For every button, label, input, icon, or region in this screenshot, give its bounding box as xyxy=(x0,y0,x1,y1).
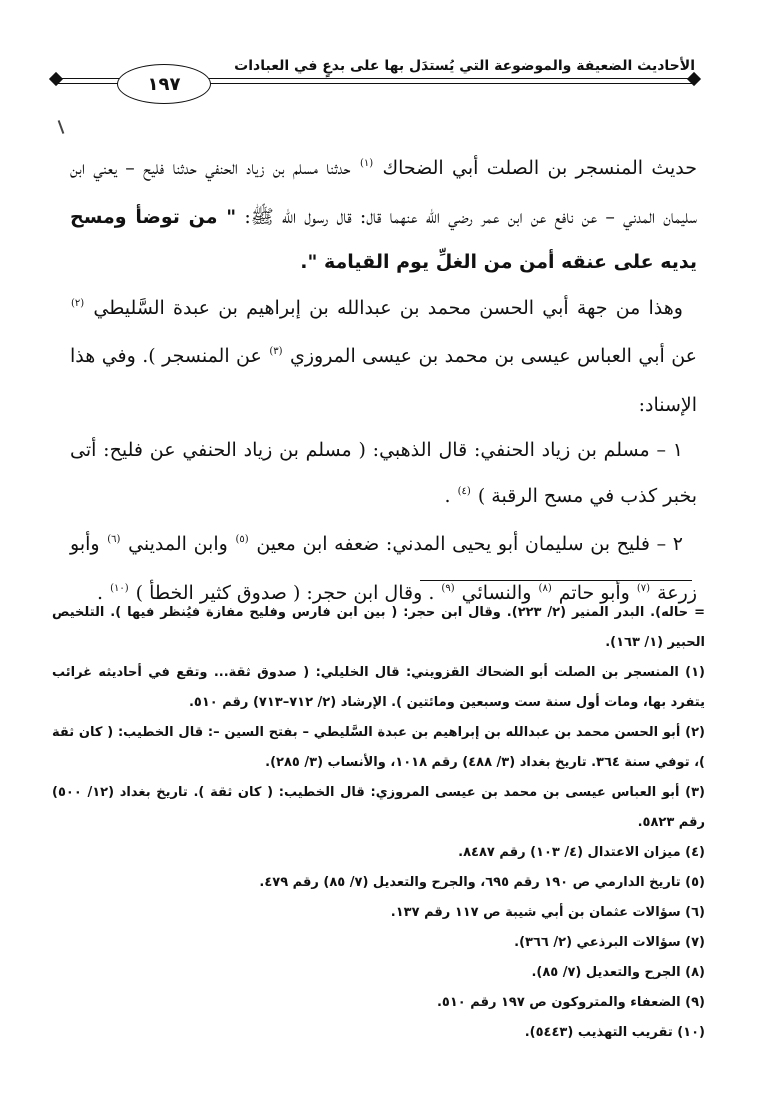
footnote-5: (٥) تاريخ الدارمي ص ١٩٠ رقم ٦٩٥، والجرح والتعديل (٧/ ٨٥) رقم ٤٧٩. xyxy=(259,875,705,890)
page-number-badge xyxy=(117,64,211,104)
p2-text-b: عن أبي العباس عيسى بن محمد بن عيسى المروزي xyxy=(289,345,698,367)
scan-mark xyxy=(58,120,65,134)
p3-text-a: ١ – مسلم بن زياد الحنفي: قال الذهبي: ( مسلم بن زياد الحنفي عن فليح: أتى بخبر كذب في مسح الرقبة ) xyxy=(70,439,697,507)
running-title: الأحاديث الضعيفة والموضوعة التي يُستدَل بها على بدعٍ في العبادات xyxy=(234,58,695,74)
paragraph-1 xyxy=(70,146,697,286)
paragraph-2 xyxy=(70,286,697,429)
footnote-text: حاله). البدر المنير (٢/ ٢٢٣). وقال ابن حجر: ( بين ابن فارس وفليح مفازة فيُنظر فيها ). التلخيص الحبير (١/ ١٦٣). xyxy=(52,605,705,650)
footnote-separator xyxy=(420,580,692,581)
p4-text-e: والنسائي xyxy=(461,581,532,604)
footnote-ref-3: (٣) xyxy=(269,346,283,357)
footnote-9: (٩) الضعفاء والمتروكون ص ١٩٧ رقم ٥١٠. xyxy=(436,995,705,1010)
footnote-3: (٣) أبو العباس عيسى بن محمد بن عيسى المروزي: قال الخطيب: ( كان ثقة ). تاريخ بغداد (١٢/ ٥٠٠) رقم ٥٨٢٣. xyxy=(52,785,705,830)
footnote-7: (٧) سؤالات البرذعي (٢/ ٣٦٦). xyxy=(514,935,705,950)
footnote-ref-6: (٦) xyxy=(107,534,121,545)
p1-text-a: حديث المنسجر بن الصلت أبي الضحاك xyxy=(382,157,698,179)
page-header xyxy=(55,40,695,110)
footnote-ref-9: (٩) xyxy=(441,582,455,594)
footnote-4: (٤) ميزان الاعتدال (٤/ ١٠٣) رقم ٨٤٨٧. xyxy=(458,845,705,860)
footnote-6: (٦) سؤالات عثمان بن أبي شيبة ص ١١٧ رقم ١٣٧. xyxy=(390,905,705,920)
p4-text-c: وأبو زرعة xyxy=(70,533,697,604)
footnote-ref-8: (٨) xyxy=(538,582,552,594)
p4-text-a: ٢ – فليح بن سليمان أبو يحيى المدني: ضعفه ابن معين xyxy=(256,533,684,555)
main-text xyxy=(70,146,697,619)
continuation-mark: = xyxy=(694,605,705,620)
p2-text-a: وهذا من جهة أبي الحسن محمد بن عبدالله بن إبراهيم بن عبدة السَّليطي xyxy=(93,296,683,319)
p3-text-b: . xyxy=(444,484,451,507)
footnote-continuation xyxy=(52,598,705,658)
footnote-8: (٨) الجرح والتعديل (٧/ ٨٥). xyxy=(531,965,705,980)
footnote-ref-2: (٢) xyxy=(71,297,85,309)
footnotes xyxy=(52,598,705,1048)
p2-text-c: عن المنسجر ). وفي هذا الإسناد: xyxy=(70,345,697,416)
p1-text-b: حدثنا مسلم بن زياد الحنفي حدثنا فليح – يعني ابن سليمان المدني – عن نافع عن ابن عمر رضي الله عنهما قال: قال رسول الله ﷺ: xyxy=(70,157,697,228)
footnote-ref-7: (٧) xyxy=(636,582,651,594)
footnote-ref-5: (٥) xyxy=(235,534,249,545)
footnote-ref-1: (١) xyxy=(359,158,374,169)
p4-text-d: وأبو حاتم xyxy=(558,581,630,604)
page-number: ١٩٧ xyxy=(147,73,181,95)
p4-text-b: وابن المديني xyxy=(128,533,228,555)
footnote-ref-10: (١٠) xyxy=(110,582,129,594)
footnote-2: (٢) أبو الحسن محمد بن عبدالله بن إبراهيم بن عبدة السَّليطي – بفتح السين –: قال الخطيب: ( كان ثقة )، توفي سنة ٣٦٤. تاريخ بغداد (٣/ ٤٨٨) رقم ١٠١٨، والأنساب (٣/ ٢٨٥). xyxy=(52,725,705,770)
paragraph-3 xyxy=(70,428,697,522)
p4-text-f: . وقال ابن حجر: ( صدوق كثير الخطأ ) xyxy=(135,581,435,604)
hadith-quote: " من توضأ ومسح يديه على عنقه أمن من الغلِّ يوم القيامة ". xyxy=(70,205,697,273)
footnote-1: (١) المنسجر بن الصلت أبو الضحاك القزويني: قال الخليلي: ( صدوق ثقة... وتقع في أحاديثه غرائب يتفرد بها، ومات أول سنة ست وسبعين ومائتين ). الإرشاد (٢/ ٧١٢–٧١٣) رقم ٥١٠. xyxy=(52,665,705,710)
p4-text-g: . xyxy=(96,581,104,604)
footnote-ref-4: (٤) xyxy=(457,485,471,497)
footnote-10: (١٠) تقريب التهذيب (٥٤٤٣). xyxy=(524,1025,705,1040)
